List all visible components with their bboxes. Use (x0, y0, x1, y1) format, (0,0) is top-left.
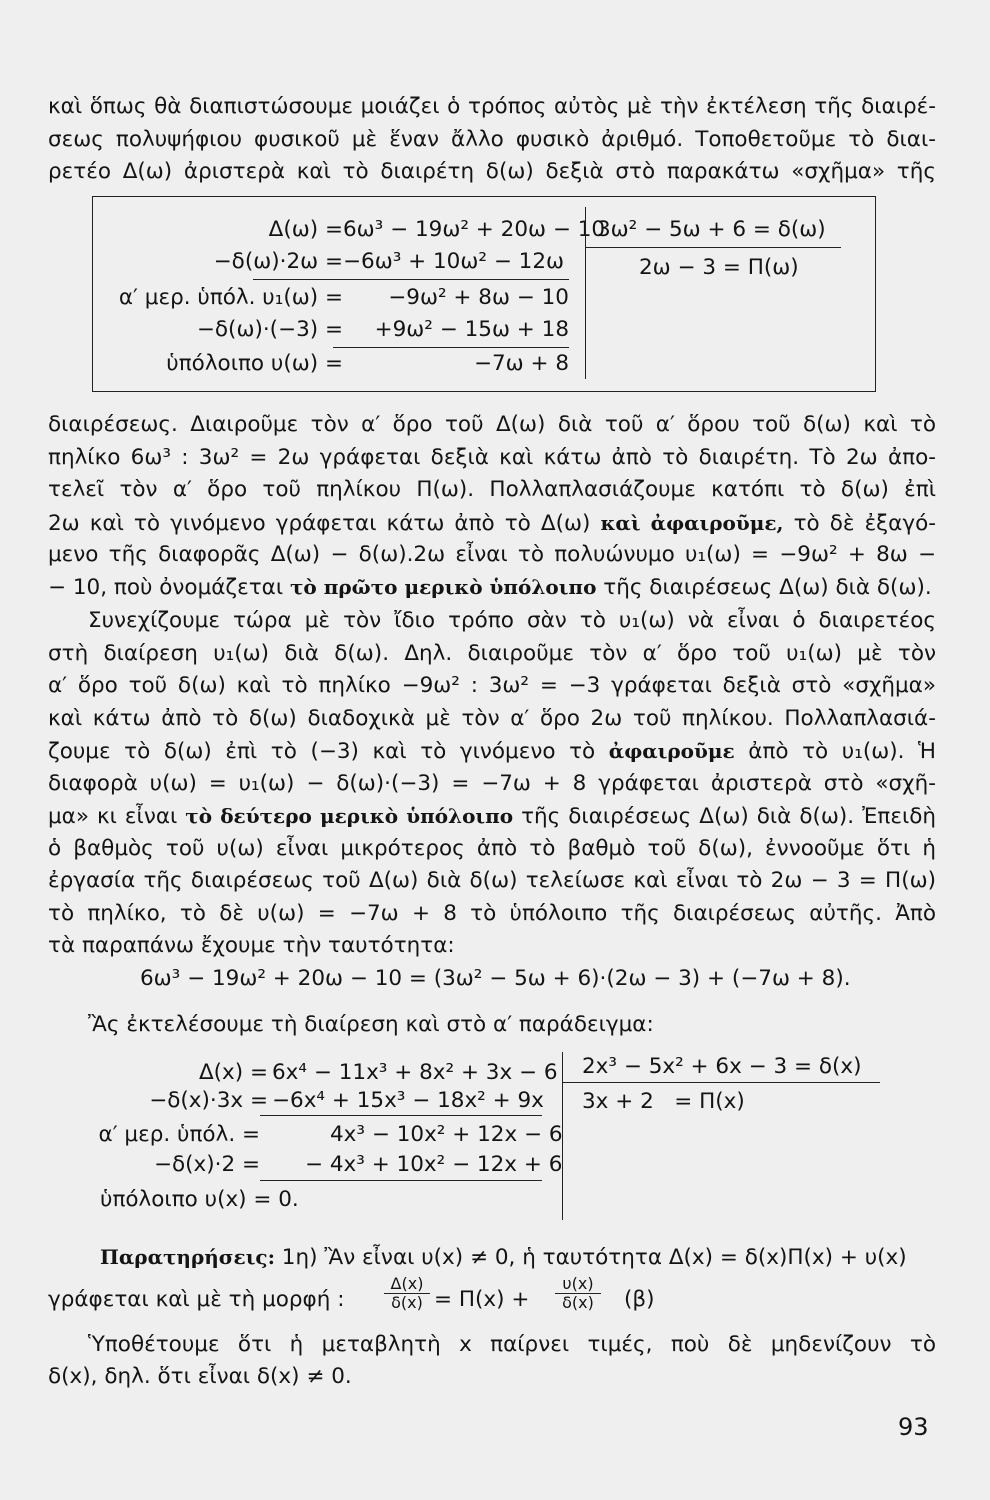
body-line-11-bold: ἀφαιροῦμε (608, 739, 735, 763)
body-line-10: καὶ κάτω ἀπὸ τὸ δ(ω) διαδοχικὰ μὲ τὸν α′ ὅρο 2ω τοῦ πηλίκου. Πολλαπλασιά- (48, 706, 936, 731)
scheme1-label-2: −δ(ω)·2ω = (213, 249, 343, 274)
scheme2-expr-1: 6x⁴ − 11x³ + 8x² + 3x − 6 (272, 1060, 558, 1085)
scheme1-rule-1 (253, 279, 569, 280)
fraction-2 (555, 1275, 601, 1312)
scheme1-divisor-rule (585, 247, 841, 248)
scheme1-label-5: ὑπόλοιπο υ(ω) = (166, 351, 343, 376)
remarks-line-2-mid: = Π(x) + (434, 1287, 530, 1312)
scheme2-expr-3: 4x³ − 10x² + 12x − 6 (330, 1122, 563, 1147)
scheme1-divisor: 3ω² − 5ω + 6 = δ(ω) (597, 217, 826, 242)
body-line-6 (48, 572, 936, 603)
intro-line-1: καὶ ὅπως θὰ διαπιστώσουμε μοιάζει ὁ τρόπος αὐτὸς μὲ τὴν ἐκτέλεση τῆς διαιρέ- (48, 94, 936, 119)
body-line-5: μενο τῆς διαφορᾶς Δ(ω) − δ(ω).2ω εἶναι τὸ πολυώνυμο υ₁(ω) = −9ω² + 8ω − (48, 542, 936, 567)
body-line-1: διαιρέσεως. Διαιροῦμε τὸν α′ ὅρο τοῦ Δ(ω) διὰ τοῦ α′ ὅρου τοῦ δ(ω) καὶ τὸ (48, 412, 936, 437)
formula-tag: (β) (624, 1287, 655, 1312)
scheme2-label-4: −δ(x)·2 = (153, 1152, 260, 1177)
body-line-13-a: μα» κι εἶναι (48, 804, 178, 829)
scheme2-quotient: 3x + 2 = Π(x) (582, 1089, 745, 1114)
scheme1-expr-5: −7ω + 8 (473, 351, 569, 376)
remarks-line-2-text: γράφεται καὶ μὲ τὴ μορφή : (48, 1287, 345, 1312)
fraction-1-numerator: Δ(x) (390, 1274, 424, 1293)
identity-equation: 6ω³ − 19ω² + 20ω − 10 = (3ω² − 5ω + 6)·(2ω − 3) + (−7ω + 8). (140, 966, 851, 991)
scheme1-quotient: 2ω − 3 = Π(ω) (639, 255, 799, 280)
body-line-3: τελεῖ τὸν α′ ὅρο τοῦ πηλίκου Π(ω). Πολλαπλασιάζουμε κατόπι τὸ δ(ω) ἐπὶ (48, 477, 936, 502)
fraction-1 (384, 1275, 430, 1312)
body-line-7: Συνεχίζουμε τώρα μὲ τὸν ἴδιο τρόπο σὰν τὸ υ₁(ω) νὰ εἶναι ὁ διαιρετέος (88, 608, 936, 633)
body-line-4-b: τὸ δὲ ἐξαγό- (793, 511, 936, 536)
intro-line-2: σεως πολυψήφιου φυσικοῦ μὲ ἕναν ἄλλο φυσικὸ ἀριθμό. Τοποθετοῦμε τὸ διαι- (48, 127, 936, 152)
intro-line-3: ρετέο Δ(ω) ἀριστερὰ καὶ τὸ διαιρέτη δ(ω) δεξιὰ στὸ παρακάτω «σχῆμα» τῆς (48, 159, 936, 184)
scheme2-remainder: ὑπόλοιπο υ(x) = 0. (100, 1187, 299, 1212)
body-line-11-b: ἀπὸ τὸ υ₁(ω). Ἡ (748, 739, 937, 764)
scheme1-label-4: −δ(ω)·(−3) = (196, 317, 343, 342)
division-scheme-1 (92, 196, 876, 392)
body-line-13-bold: τὸ δεύτερο μερικὸ ὑπόλοιπο (185, 804, 514, 828)
body-line-6-b: τῆς διαιρέσεως Δ(ω) διὰ δ(ω). (603, 575, 932, 600)
scheme2-label-2: −δ(x)·3x = (149, 1088, 268, 1113)
scheme2-label-3: α′ μερ. ὑπόλ. = (98, 1122, 260, 1147)
scheme1-expr-1: 6ω³ − 19ω² + 20ω − 10 (343, 217, 606, 242)
scheme2-rule-2 (260, 1180, 542, 1181)
body-line-11-a: ζουμε τὸ δ(ω) ἐπὶ τὸ (−3) καὶ τὸ γινόμενο τὸ (48, 739, 596, 764)
scheme1-expr-3: −9ω² + 8ω − 10 (388, 285, 569, 310)
scheme2-divisor: 2x³ − 5x² + 6x − 3 = δ(x) (582, 1054, 862, 1079)
body-line-11 (48, 736, 936, 767)
body-line-16: τὸ πηλίκο, τὸ δὲ υ(ω) = −7ω + 8 τὸ ὑπόλοιπο τῆς διαιρέσεως αὐτῆς. Ἀπὸ (48, 901, 936, 926)
body-line-17: τὰ παραπάνω ἔχουμε τὴν ταυτότητα: (48, 933, 455, 958)
scheme1-expr-2: −6ω³ + 10ω² − 12ω (343, 249, 565, 274)
scheme2-divisor-rule (562, 1082, 880, 1083)
scheme2-divider-vertical (562, 1052, 563, 1220)
body-line-14: ὁ βαθμὸς τοῦ υ(ω) εἶναι μικρότερος ἀπὸ τὸ βαθμὸ τοῦ δ(ω), ἐννοοῦμε ὅτι ἡ (48, 836, 936, 861)
example-intro: Ἂς ἐκτελέσουμε τὴ διαίρεση καὶ στὸ α′ παράδειγμα: (88, 1012, 654, 1037)
fraction-2-denominator: δ(x) (555, 1293, 601, 1312)
body-line-4-a: 2ω καὶ τὸ γινόμενο γράφεται κάτω ἀπὸ τὸ Δ(ω) (48, 511, 591, 536)
remarks-line-1-rest: 1η) Ἂν εἶναι υ(x) ≠ 0, ἡ ταυτότητα Δ(x) = δ(x)Π(x) + υ(x) (281, 1245, 907, 1270)
body-line-13 (48, 801, 936, 832)
remarks-line-1 (100, 1242, 936, 1273)
body-line-12: διαφορὰ υ(ω) = υ₁(ω) − δ(ω)·(−3) = −7ω + 8 γράφεται ἀριστερὰ στὸ «σχῆ- (48, 771, 936, 796)
remarks-title: Παρατηρήσεις: (100, 1245, 275, 1269)
body-line-6-a: − 10, ποὺ ὀνομάζεται (48, 575, 284, 600)
scheme1-divider-vertical (585, 207, 586, 379)
scheme2-label-1: Δ(x) = (198, 1060, 268, 1085)
scheme2-expr-4: − 4x³ + 10x² − 12x + 6 (305, 1152, 563, 1177)
body-line-6-bold: τὸ πρῶτο μερικὸ ὑπόλοιπο (289, 575, 597, 599)
scheme1-expr-4: +9ω² − 15ω + 18 (374, 317, 569, 342)
scheme1-rule-2 (333, 347, 569, 348)
body-line-4 (48, 508, 936, 539)
page-number: 93 (898, 1413, 929, 1441)
fraction-1-denominator: δ(x) (384, 1293, 430, 1312)
body-line-15: ἐργασία τῆς διαιρέσεως τοῦ Δ(ω) διὰ δ(ω) τελείωσε καὶ εἶναι τὸ 2ω − 3 = Π(ω) (48, 868, 936, 893)
remarks-line-3: Ὑποθέτουμε ὅτι ἡ μεταβλητὴ x παίρνει τιμές, ποὺ δὲ μηδενίζουν τὸ (88, 1332, 936, 1357)
body-line-9: α′ ὅρο τοῦ δ(ω) καὶ τὸ πηλίκο −9ω² : 3ω² = −3 γράφεται δεξιὰ στὸ «σχῆμα» (48, 673, 936, 698)
scheme1-label-1: Δ(ω) = (268, 217, 343, 242)
fraction-2-numerator: υ(x) (562, 1274, 594, 1293)
scheme2-rule-1 (260, 1115, 542, 1116)
remarks-line-4: δ(x), δηλ. ὅτι εἶναι δ(x) ≠ 0. (48, 1364, 352, 1389)
body-line-13-b: τῆς διαιρέσεως Δ(ω) διὰ δ(ω). Ἐπειδὴ (521, 804, 937, 829)
body-line-4-bold: καὶ ἀφαιροῦμε, (600, 511, 784, 535)
scheme2-expr-2: −6x⁴ + 15x³ − 18x² + 9x (272, 1088, 544, 1113)
body-line-8: στὴ διαίρεση υ₁(ω) διὰ δ(ω). Δηλ. διαιροῦμε τὸν α′ ὅρο τοῦ υ₁(ω) μὲ τὸν (48, 641, 936, 666)
body-line-2: πηλίκο 6ω³ : 3ω² = 2ω γράφεται δεξιὰ καὶ κάτω ἀπὸ τὸ διαιρέτη. Τὸ 2ω ἀπο- (48, 445, 936, 470)
scheme1-label-3: α′ μερ. ὑπόλ. υ₁(ω) = (118, 285, 343, 310)
